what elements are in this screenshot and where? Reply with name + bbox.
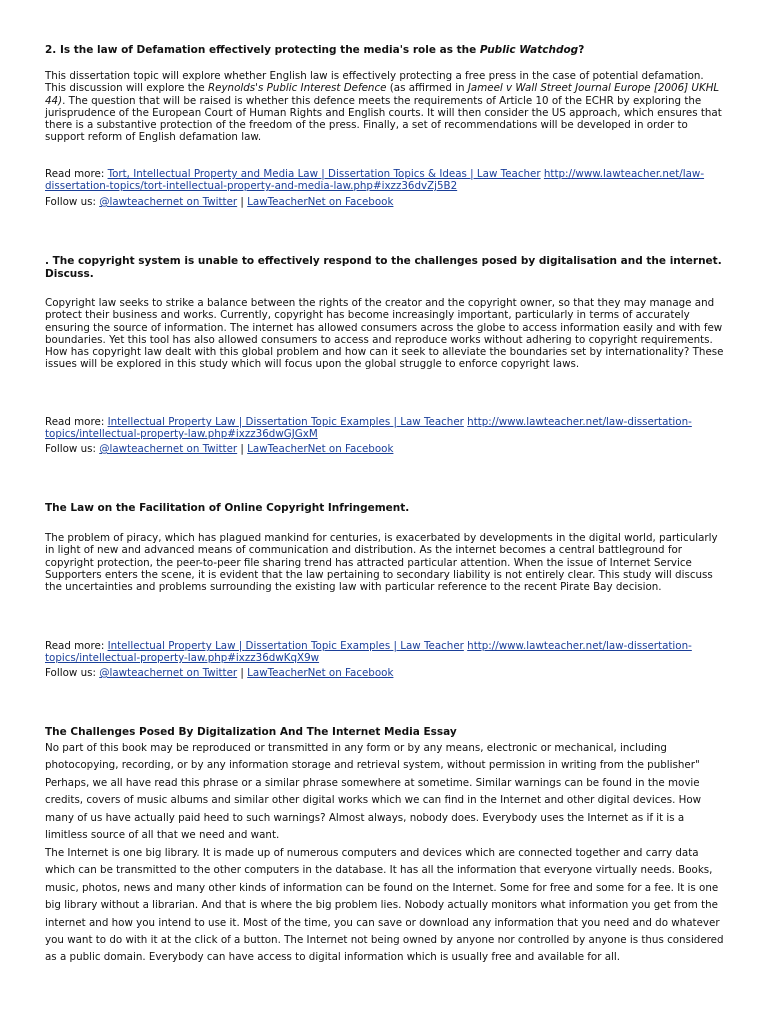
facebook-link[interactable]: LawTeacherNet on Facebook [247, 443, 394, 455]
read-more-title-link[interactable]: Intellectual Property Law | Dissertation Topic Examples | Law Teacher [107, 640, 464, 652]
section-1-heading [45, 44, 725, 57]
section-3-follow-us: Follow us: @lawteachernet on Twitter | LawTeacherNet on Facebook [45, 667, 394, 679]
read-more-url-link[interactable]: http://www.lawteacher.net/law-dissertation-topics/intellectual-property-law.php#ixzz36dwGJGxM [45, 416, 692, 441]
section-2-follow-us: Follow us: @lawteachernet on Twitter | LawTeacherNet on Facebook [45, 443, 394, 455]
twitter-link[interactable]: @lawteachernet on Twitter [99, 667, 238, 679]
section-3-paragraph: The problem of piracy, which has plagued mankind for centuries, is exacerbated by developments in the digital world, particularly in light of new and advanced means of communication and distribution. As the internet becomes a central battleground for copyright protection, the peer-to-peer file sharing trend has attracted particular attention. When the issue of Internet Service Supporters enters the scene, it is evident that the law pertaining to secondary liability is not entirely clear. This study will discuss the uncertainties and problems surrounding the existing law with particular reference to the recent Pirate Bay decision. [45, 532, 718, 594]
section-4-paragraph-1: No part of this book may be reproduced or transmitted in any form or by any means, electronic or mechanical, including photocopying, recording, or by any information storage and retrieval system, without permission in writing from the publisher" Perhaps, we all have read this phrase or a similar phrase somewhere at sometime. Similar warnings can be found in the movie credits, covers of music albums and similar other digital works which we can find in the Internet and other digital devices. How many of us have actually paid heed to such warnings? Almost always, nobody does. Everybody uses the Internet as if it is a limitless source of all that we need and want. [45, 742, 702, 842]
facebook-link[interactable]: LawTeacherNet on Facebook [247, 196, 394, 208]
read-more-url-link[interactable]: http://www.lawteacher.net/law-dissertation-topics/tort-intellectual-property-and-media-law.php#ixzz36dvZj5B2 [45, 168, 705, 193]
section-3-read-more: Read more: Intellectual Property Law | Dissertation Topic Examples | Law Teacher http://www.lawteacher.net/law-dissertation-topics/intellectual-property-law.php#ixzz36dwKqX9w [45, 640, 692, 665]
section-2-read-more: Read more: Intellectual Property Law | Dissertation Topic Examples | Law Teacher http://www.lawteacher.net/law-dissertation-topics/intellectual-property-law.php#ixzz36dwGJGxM [45, 416, 692, 441]
read-more-url-link[interactable]: http://www.lawteacher.net/law-dissertation-topics/intellectual-property-law.php#ixzz36dwKqX9w [45, 640, 692, 665]
section-4-paragraph-2: The Internet is one big library. It is made up of numerous computers and devices which are connected together and carry data which can be transmitted to the other computers in the database. It has all the information that everyone virtually needs. Books, music, photos, news and many other kinds of information can be found on the Internet. Some for free and some for a fee. It is one big library without a librarian. And that is where the big problem lies. Nobody actually monitors what information you get from the internet and how you intend to use it. Most of the time, you can save or download any information that you need and do whatever you want to do with it at the click of a button. The Internet not being owned by anyone nor controlled by anyone is thus considered as a public domain. Everybody can have access to digital information which is usually free and available for all. [45, 847, 724, 964]
heading-emphasis: Public Watchdog [479, 44, 579, 56]
section-1-read-more: Read more: Tort, Intellectual Property and Media Law | Dissertation Topics & Ideas | Law Teacher http://www.lawteacher.net/law-dissertation-topics/tort-intellectual-property-and-media-law.php#ixzz36dvZj5B2 [45, 168, 705, 193]
section-3-heading: The Law on the Facilitation of Online Copyright Infringement. [45, 502, 410, 514]
facebook-link[interactable]: LawTeacherNet on Facebook [247, 667, 394, 679]
section-2-paragraph: Copyright law seeks to strike a balance between the rights of the creator and the copyright owner, so that they may manage and protect their business and works. Currently, copyright has become increasingly important, particularly in terms of accurately ensuring the source of information. The internet has allowed consumers across the globe to access information easily and with few boundaries. Yet this tool has also allowed consumers to access and reproduce works without adhering to copyright requirements. How has copyright law dealt with this global problem and how can it seek to alleviate the boundaries set by internationality? These issues will be explored in this study which will focus upon the global struggle to enforce copyright laws. [45, 297, 724, 371]
section-1-follow-us: Follow us: @lawteachernet on Twitter | LawTeacherNet on Facebook [45, 196, 394, 208]
section-1-paragraph: This dissertation topic will explore whether English law is effectively protecting a free press in the case of potential defamation. This discussion will explore the Reynolds's Public Interest Defence (as affirmed in Jameel v Wall Street Journal Europe [2006] UKHL 44). The question that will be raised is whether this defence meets the requirements of Article 10 of the ECHR by exploring the jurisprudence of the European Court of Human Rights and English courts. It will then consider the US approach, which ensures that there is a substantive protection of the freedom of the press. Finally, a set of recommendations will be developed in order to support reform of English defamation law. [45, 70, 722, 144]
section-4-heading: The Challenges Posed By Digitalization And The Internet Media Essay [45, 726, 457, 738]
twitter-link[interactable]: @lawteachernet on Twitter [99, 443, 238, 455]
section-2-heading: . The copyright system is unable to effectively respond to the challenges posed by digitalisation and the internet. Discuss. [45, 255, 722, 280]
read-more-title-link[interactable]: Tort, Intellectual Property and Media Law | Dissertation Topics & Ideas | Law Teacher [107, 168, 541, 180]
read-more-title-link[interactable]: Intellectual Property Law | Dissertation Topic Examples | Law Teacher [107, 416, 464, 428]
heading-text: 2. Is the law of Defamation effectively protecting the media's role as the [45, 44, 480, 56]
heading-suffix: ? [578, 44, 585, 56]
twitter-link[interactable]: @lawteachernet on Twitter [99, 196, 238, 208]
